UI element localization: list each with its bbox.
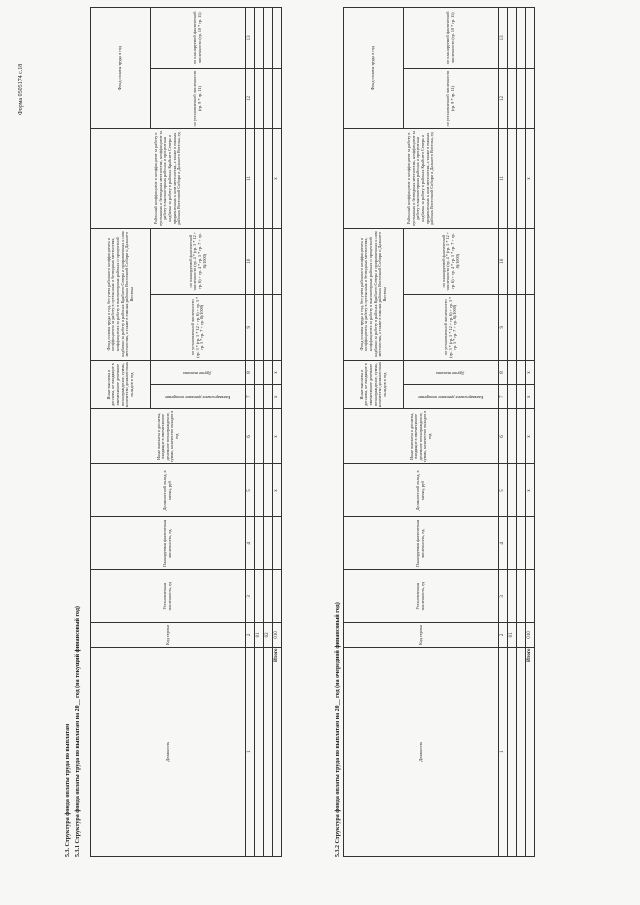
header-line-code: Код строки — [91, 623, 246, 647]
table-row — [517, 8, 526, 857]
header-other-payments-excluded: Иные выплаты и доплаты, не входящие в ежемесячное денежное вознаграждение, сумма, количество должностных окладов в год — [91, 360, 151, 409]
header-fund-by-planned: по планируемой фактической численности (гр. 4 * (гр. 5 * 12 + гр. 6) + гр. 4 * гр. 5 * гр. 7 + гр. 8)/1000) — [151, 228, 246, 294]
header-fund-by-planned: по планируемой фактической численности (гр. 4 * (гр. 5 * 12 + гр. 6) + гр. 4 * гр. 5 * гр. 7 + гр. 8)/1000) — [404, 228, 499, 294]
header-line-code: Код строки — [344, 623, 499, 647]
header-fund-no-coef: Фонд оплаты труда в год, без учета районного коэффициента и коэффициента за работу в пустынных и безводных местностях, коэффициента за работу в высокогорных районах и процентной надбавки за работу в районах Крайнего Севера и приравненных к ним местностях, а также в южных районах Восточной Сибири и Дальнего Востока — [91, 228, 151, 360]
header-position: Должность — [344, 647, 499, 856]
total-row: Итого 010 x x x x x — [526, 8, 535, 857]
header-fund-year-planned: по планируемой фактической численности (гр. 10 * гр. 11) — [404, 8, 499, 69]
header-fund-no-coef: Фонд оплаты труда в год, без учета районного коэффициента и коэффициента за работу в пустынных и безводных местностях, коэффициента за работу в высокогорных районах и процентной надбавки за работу в районах Крайнего Севера и приравненных к ним местностях, а также в южных районах Восточной Сибири и Дальнего Востока — [344, 228, 404, 360]
subsection-1-title: 5.3.1 Структура фонда оплаты труда по выплатам на 20__ год (на текущий финансовый год) — [75, 606, 81, 857]
header-fund-year: Фонд оплаты труда в год — [344, 8, 404, 129]
header-salary: Должностной оклад, в месяц, руб — [91, 464, 246, 517]
header-other-payments: Другие выплаты — [151, 360, 246, 384]
header-fund-year-established: по установленной численности (гр. 9 * гр. 11) — [151, 68, 246, 129]
header-regional-coef: Районный коэффициент и коэффициент за работу в пустынных и безводных местностях, коэффициент за работу в высокогорных районах и процентная надбавка за работу в районах Крайнего Севера и приравненных к ним местностях, а также в южных районах Восточной Сибири и Дальнего Востока, ед — [344, 129, 499, 228]
form-number: Форма 0505174 с.18 — [18, 63, 24, 115]
total-row: Итого 010 x x x x x — [273, 8, 282, 857]
header-regional-coef: Районный коэффициент и коэффициент за работу в пустынных и безводных местностях, коэффициент за работу в высокогорных районах и процентная надбавка за работу в районах Крайнего Севера и приравненных к ним местностях, а также в южных районах Восточной Сибири и Дальнего Востока, ед — [91, 129, 246, 228]
header-planned-headcount: Планируемая фактическая численность, ед. — [344, 517, 499, 570]
header-monthly-bonus: Ежеквартальное денежное поощрение — [151, 385, 246, 409]
table-current-year — [90, 7, 282, 857]
header-planned-headcount: Планируемая фактическая численность, ед. — [91, 517, 246, 570]
header-fund-year: Фонд оплаты труда в год — [91, 8, 151, 129]
header-fund-year-established: по установленной численности (гр. 9 * гр. 11) — [404, 68, 499, 129]
section-title: 5.3. Структура фонда оплаты труда по выплатам — [65, 723, 71, 857]
table-row: 01 — [508, 8, 517, 857]
column-number-row: 1 2 3 4 5 6 7 8 9 10 11 12 13 — [246, 8, 255, 857]
header-salary: Должностной оклад, в месяц, руб — [344, 464, 499, 517]
header-other-payments-included: Иные выплаты и доплаты, входящие в ежемесячное денежное вознаграждение, сумма, количество окладов в год — [91, 409, 246, 464]
header-other-payments-excluded: Иные выплаты и доплаты, не входящие в ежемесячное денежное вознаграждение, сумма, количество должностных окладов в год — [344, 360, 404, 409]
subsection-2-title: 5.3.2 Структура фонда оплаты труда по выплатам на 20__ год (на очередной финансовый год) — [335, 602, 341, 857]
header-fund-by-established: по установленной численности (гр. 3 * (гр. 5 * 12 + гр. 6) + гр. 3 * гр. 5 * гр. 7 + гр. 8)/1000) — [151, 294, 246, 360]
header-other-payments-included: Иные выплаты и доплаты, входящие в ежемесячное денежное вознаграждение, сумма, количество окладов в год — [344, 409, 499, 464]
table-next-year — [343, 7, 535, 857]
header-fund-year-planned: по планируемой фактической численности (гр. 10 * гр. 11) — [151, 8, 246, 69]
header-monthly-bonus: Ежеквартальное денежное поощрение — [404, 385, 499, 409]
header-established-headcount: Установленная численность, ед — [91, 570, 246, 623]
header-fund-by-established: по установленной численности (гр. 3 * (гр. 5 * 12 + гр. 6) + гр. 3 * гр. 5 * гр. 7 + гр. 8)/1000) — [404, 294, 499, 360]
header-established-headcount: Установленная численность, ед — [344, 570, 499, 623]
header-position: Должность — [91, 647, 246, 856]
header-other-payments: Другие выплаты — [404, 360, 499, 384]
table-row: 01 — [255, 8, 264, 857]
column-number-row: 1 2 3 4 5 6 7 8 9 10 11 12 13 — [499, 8, 508, 857]
table-row: 02 — [264, 8, 273, 857]
